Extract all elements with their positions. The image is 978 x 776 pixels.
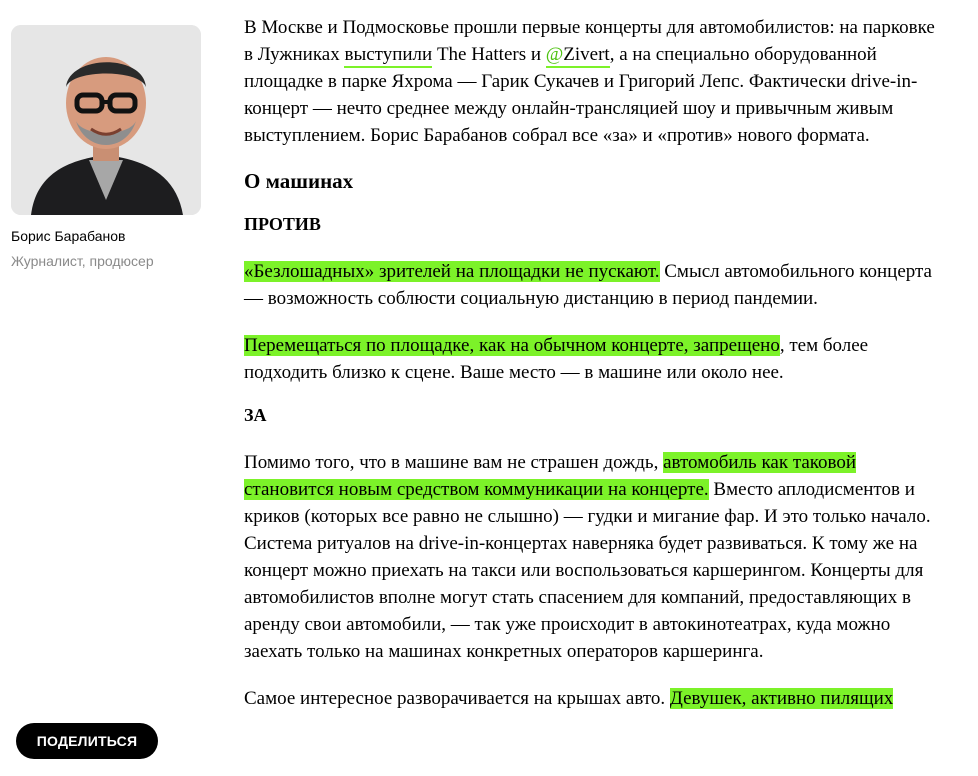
intro-paragraph: [244, 14, 948, 149]
for-paragraph-1: [244, 449, 948, 665]
section-title: О машинах: [244, 169, 354, 193]
against-paragraph-1: [244, 258, 948, 312]
highlight-text: автомобиль как таковой становится новым средством коммуникации на концерте.: [244, 452, 857, 500]
mention-name: Zivert: [563, 44, 610, 65]
mention-at-sign: @: [545, 44, 564, 65]
paragraph-text: Смысл автомобильного концерта — возможность соблюсти социальную дистанцию в период пандемии.: [244, 261, 932, 309]
for-paragraph-2: [244, 685, 948, 712]
paragraph-text: Помимо того, что в машине вам не страшен дождь,: [244, 452, 664, 473]
author-role: Журналист, продюсер: [11, 253, 154, 269]
paragraph-text: , тем более подходить близко к сцене. Ваше место — в машине или около нее.: [244, 335, 869, 383]
intro-text-2: The Hatters и: [432, 44, 546, 65]
author-photo: [11, 25, 201, 215]
intro-text-3: , а на специально оборудованной площадке в парке Яхрома — Гарик Сукачев и Григорий Лепс. Фактически drive-in-концерт — нечто среднее между онлайн-трансляцией шоу и привычным живым выступлением. Борис Барабанов собрал все «за» и «против» нового формата.: [244, 44, 918, 146]
paragraph-text: Вместо аплодисментов и криков (которых все равно не слышно) — гудки и мигание фар. И это только начало. Система ритуалов на drive-in-концертах наверняка будет развиваться. К тому же на концерт можно приехать на такси или воспользоваться каршерингом. Концерты для автомобилистов вполне могут стать спасением для компаний, предоставляющих в аренду свои автомобили, — так уже происходит в автокинотеатрах, куда можно заехать только на машинах конкретных операторов каршеринга.: [244, 479, 931, 662]
performed-link[interactable]: выступили: [344, 44, 432, 68]
against-heading: ПРОТИВ: [244, 214, 321, 234]
highlight-text: Перемещаться по площадке, как на обычном концерте, запрещено: [244, 335, 780, 356]
intro-text-1: В Москве и Подмосковье прошли первые концерты для автомобилистов: на парковке в Лужниках: [244, 17, 935, 65]
highlight-text: Девушек, активно пилящих: [669, 688, 894, 709]
against-paragraph-2: [244, 332, 948, 386]
zivert-mention-link[interactable]: [546, 44, 610, 68]
share-button[interactable]: ПОДЕЛИТЬСЯ: [16, 723, 158, 759]
highlight-text: «Безлошадных» зрителей на площадки не пускают.: [244, 261, 660, 282]
paragraph-text: Самое интересное разворачивается на крышах авто.: [244, 688, 670, 709]
for-heading: ЗА: [244, 405, 267, 425]
author-name: Борис Барабанов: [11, 228, 126, 244]
article-body: [244, 14, 948, 712]
